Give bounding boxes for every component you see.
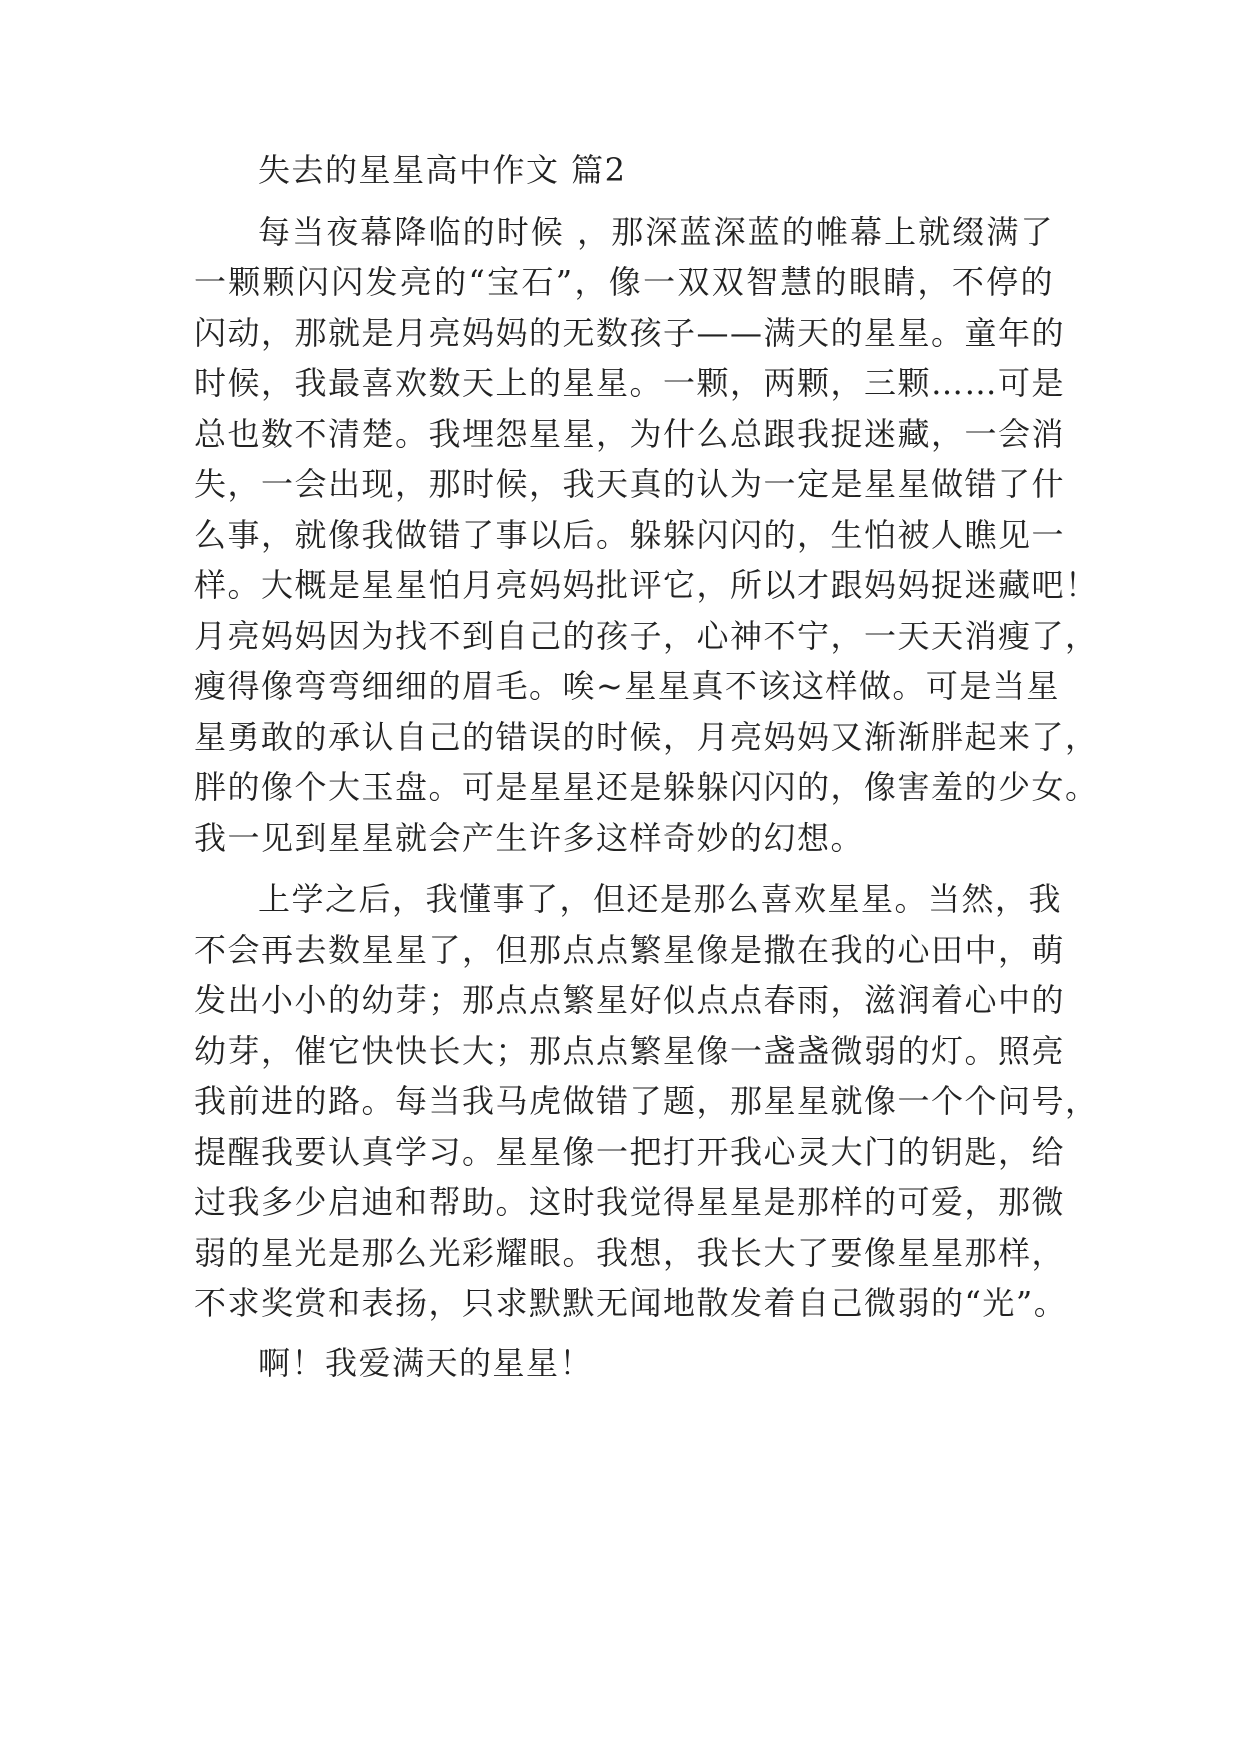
- paragraph-line: 么事，就像我做错了事以后。躲躲闪闪的，生怕被人瞧见一: [194, 516, 1066, 554]
- paragraph-line: 上学之后，我懂事了，但还是那么喜欢星星。当然，我: [258, 880, 1063, 918]
- paragraph-line: 每当夜幕降临的时候 ，那深蓝深蓝的帷幕上就缀满了: [258, 213, 1054, 251]
- paragraph-line: 提醒我要认真学习。星星像一把打开我心灵大门的钥匙，给: [194, 1133, 1066, 1171]
- paragraph-line: 啊！我爱满天的星星！: [258, 1344, 594, 1382]
- paragraph-line: 闪动，那就是月亮妈妈的无数孩子——满天的星星。童年的: [194, 314, 1066, 352]
- paragraph-line: 总也数不清楚。我埋怨星星，为什么总跟我捉迷藏，一会消: [194, 415, 1066, 453]
- paragraph-line: 星勇敢的承认自己的错误的时候，月亮妈妈又渐渐胖起来了，: [194, 718, 1099, 756]
- paragraph-line: 我前进的路。每当我马虎做错了题，那星星就像一个个问号，: [194, 1082, 1099, 1120]
- paragraph-line: 胖的像个大玉盘。可是星星还是躲躲闪闪的，像害羞的少女。: [194, 768, 1099, 806]
- paragraph-line: 失，一会出现，那时候，我天真的认为一定是星星做错了什: [194, 465, 1066, 503]
- paragraph-line: 月亮妈妈因为找不到自己的孩子，心神不宁，一天天消瘦了，: [194, 617, 1099, 655]
- paragraph-line: 弱的星光是那么光彩耀眼。我想，我长大了要像星星那样，: [194, 1234, 1066, 1272]
- paragraph-line: 时候，我最喜欢数天上的星星。一颗，两颗，三颗……可是: [194, 364, 1066, 402]
- paragraph-line: 一颗颗闪闪发亮的“宝石”，像一双双智慧的眼睛，不停的: [194, 263, 1054, 301]
- paragraph-line: 我一见到星星就会产生许多这样奇妙的幻想。: [194, 819, 865, 857]
- paragraph-line: 不求奖赏和表扬，只求默默无闻地散发着自己微弱的“光”。: [194, 1284, 1068, 1322]
- paragraph-line: 不会再去数星星了，但那点点繁星像是撒在我的心田中，萌: [194, 931, 1066, 969]
- paragraph-line: 过我多少启迪和帮助。这时我觉得星星是那样的可爱，那微: [194, 1183, 1066, 1221]
- paragraph-line: 样。大概是星星怕月亮妈妈批评它，所以才跟妈妈捉迷藏吧！: [194, 566, 1099, 604]
- paragraph-line: 发出小小的幼芽；那点点繁星好似点点春雨，滋润着心中的: [194, 981, 1066, 1019]
- document-title: 失去的星星高中作文 篇2: [258, 151, 627, 189]
- paragraph-line: 幼芽，催它快快长大；那点点繁星像一盏盏微弱的灯。照亮: [194, 1032, 1066, 1070]
- paragraph-line: 瘦得像弯弯细细的眉毛。唉~星星真不该这样做。可是当星: [194, 667, 1060, 705]
